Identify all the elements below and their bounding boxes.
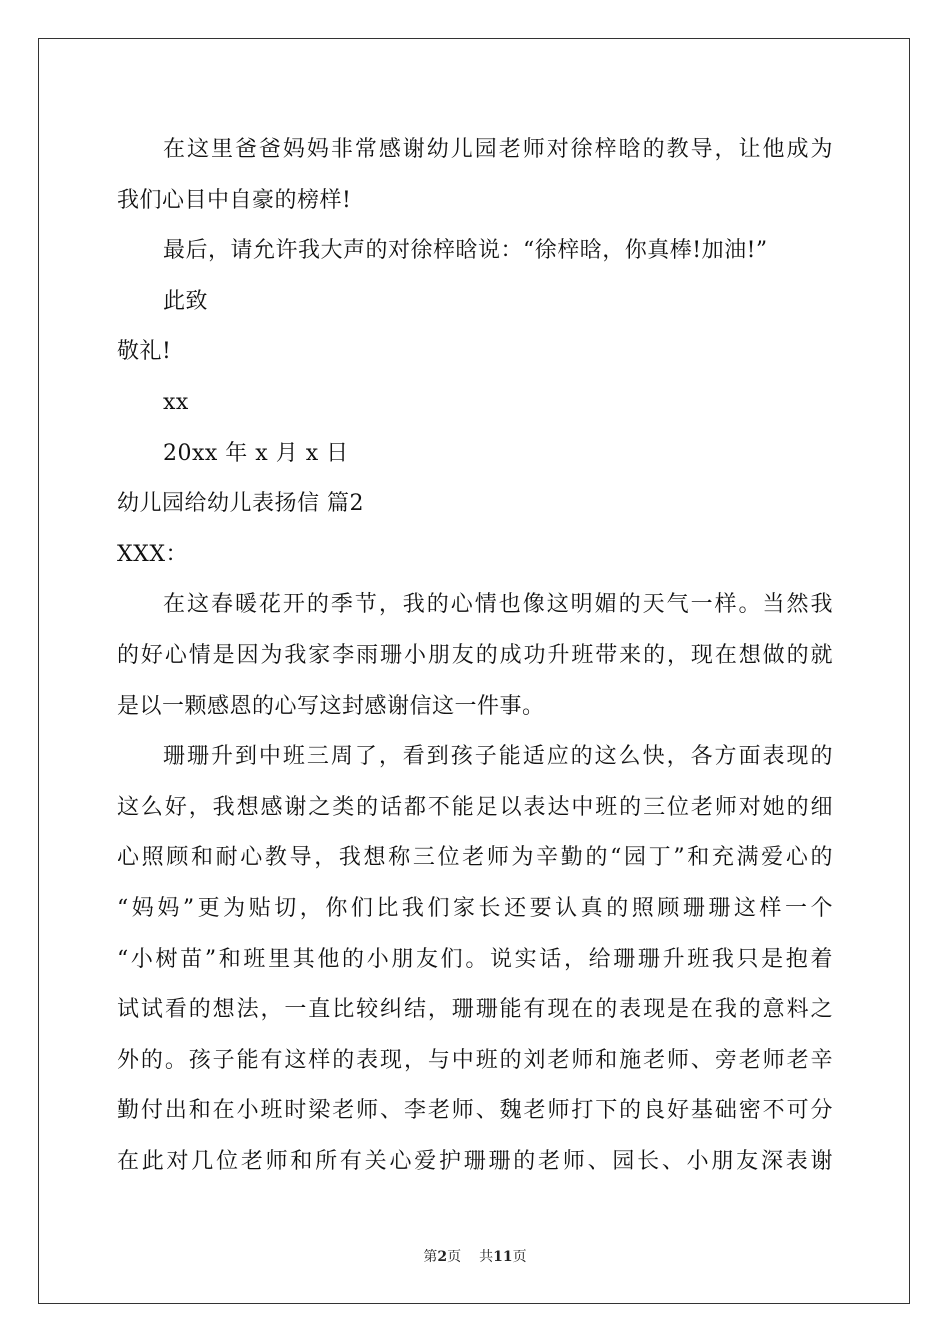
paragraph-line: 在此对几位老师和所有关心爱护珊珊的老师、园长、小朋友深表谢	[117, 1148, 833, 1174]
paragraph-line: “妈妈”更为贴切，你们比我们家长还要认真的照顾珊珊这样一个	[117, 895, 833, 921]
paragraph-line: 在这里爸爸妈妈非常感谢幼儿园老师对徐梓晗的教导，让他成为	[163, 137, 833, 162]
paragraph-line: 心照顾和耐心教导，我想称三位老师为辛勤的“园丁”和充满爱心的	[117, 845, 833, 871]
paragraph-line: 试试看的想法，一直比较纠结，珊珊能有现在的表现是在我的意料之	[117, 997, 833, 1023]
paragraph-line: 的好心情是因为我家李雨珊小朋友的成功升班带来的，现在想做的就	[117, 642, 833, 668]
document-body	[117, 125, 833, 1187]
date-line: 20xx 年 x 月 x 日	[163, 440, 349, 466]
total-pages: 11	[493, 1249, 513, 1265]
signature: xx	[163, 389, 189, 415]
paragraph-line: 勤付出和在小班时梁老师、李老师、魏老师打下的良好基础密不可分	[117, 1098, 833, 1124]
salutation: 敬礼!	[117, 339, 172, 365]
paragraph-line: 是以一颗感恩的心写这封感谢信这一件事。	[117, 693, 545, 719]
total-prefix: 共	[479, 1249, 494, 1265]
page-suffix: 页	[447, 1249, 462, 1265]
page-prefix: 第	[423, 1249, 438, 1265]
paragraph-line: “小树苗”和班里其他的小朋友们。说实话，给珊珊升班我只是抱着	[117, 946, 833, 972]
paragraph-line: 珊珊升到中班三周了，看到孩子能适应的这么快，各方面表现的	[163, 744, 833, 770]
recipient-line: XXX：	[117, 541, 188, 567]
paragraph-line: 最后，请允许我大声的对徐梓晗说：“徐梓晗，你真棒!加油!”	[163, 238, 768, 264]
closing-phrase: 此致	[163, 288, 209, 314]
paragraph-line: 在这春暖花开的季节，我的心情也像这明媚的天气一样。当然我	[163, 592, 833, 618]
section-heading: 幼儿园给幼儿表扬信 篇2	[117, 491, 364, 517]
page-number: 2	[437, 1249, 448, 1265]
paragraph-line: 这么好，我想感谢之类的话都不能足以表达中班的三位老师对她的细	[117, 794, 833, 820]
paragraph-line: 外的。孩子能有这样的表现，与中班的刘老师和施老师、旁老师老辛	[117, 1047, 833, 1073]
total-suffix: 页	[512, 1249, 527, 1265]
paragraph-line: 我们心目中自豪的榜样!	[117, 187, 352, 213]
page-footer	[0, 1246, 950, 1266]
